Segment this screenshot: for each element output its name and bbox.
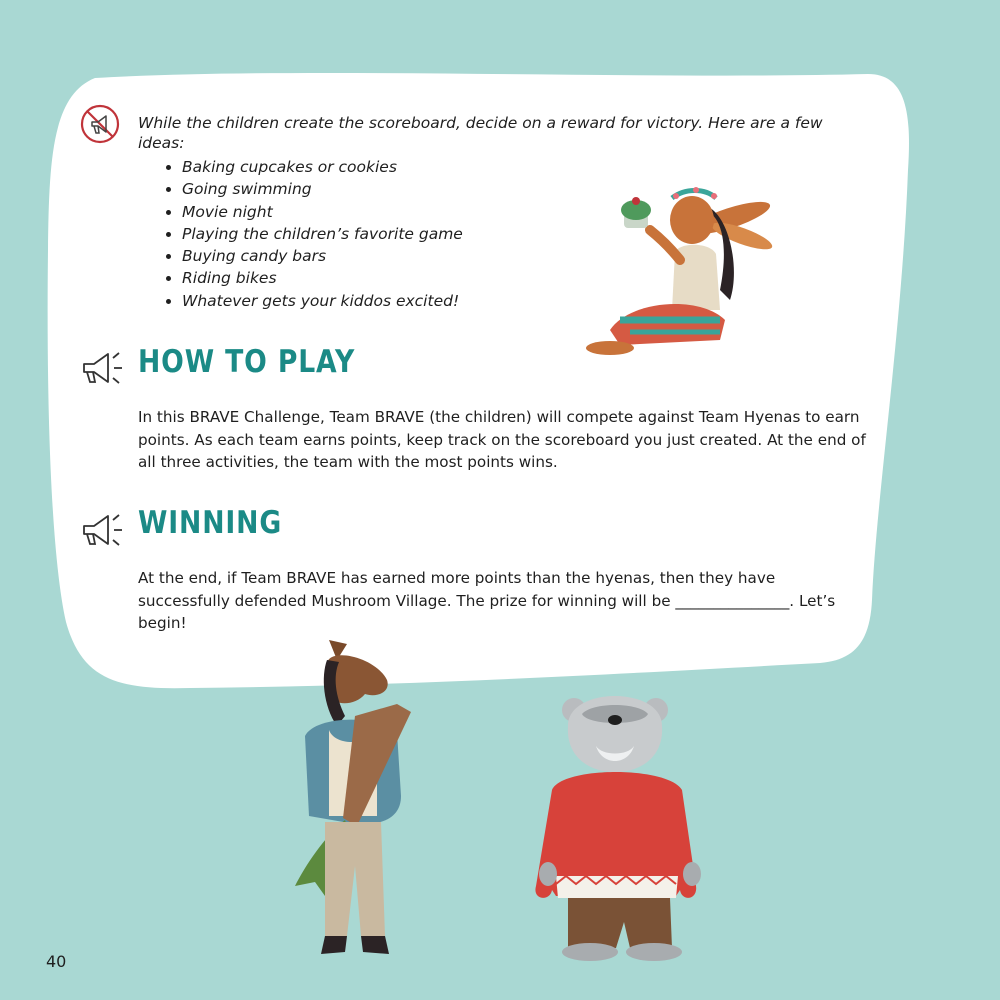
rabbit-cupcake-illustration — [580, 180, 780, 360]
no-megaphone-icon — [78, 102, 122, 146]
how-to-play-heading: HOW TO PLAY — [138, 344, 356, 380]
winning-body: At the end, if Team BRAVE has earned more points than the hyenas, then they have successfully defended Mushroom Village. The prize for winning will be _______________. Let’s begin! — [138, 569, 836, 632]
page-number: 40 — [46, 952, 67, 971]
megaphone-icon — [78, 508, 124, 552]
list-item: Movie night — [163, 201, 463, 223]
list-item: Baking cupcakes or cookies — [163, 156, 463, 178]
list-item: Whatever gets your kiddos excited! — [163, 290, 463, 312]
bear-character-illustration — [532, 686, 712, 970]
how-to-play-body: In this BRAVE Challenge, Team BRAVE (the children) will compete against Team Hyenas to earn points. As each team earns points, keep track on the scoreboard you just created. At the end of all three activities, the team with the most points wins. — [138, 408, 866, 471]
list-item: Going swimming — [163, 178, 463, 200]
intro-text: While the children create the scoreboard, decide on a reward for victory. Here are a few ideas: — [138, 114, 823, 152]
list-item: Buying candy bars — [163, 245, 463, 267]
winning-heading: WINNING — [138, 505, 283, 541]
list-item: Playing the children’s favorite game — [163, 223, 463, 245]
list-item: Riding bikes — [163, 267, 463, 289]
horse-character-illustration — [285, 636, 425, 976]
reward-ideas-list — [163, 156, 463, 312]
megaphone-icon — [78, 346, 124, 390]
